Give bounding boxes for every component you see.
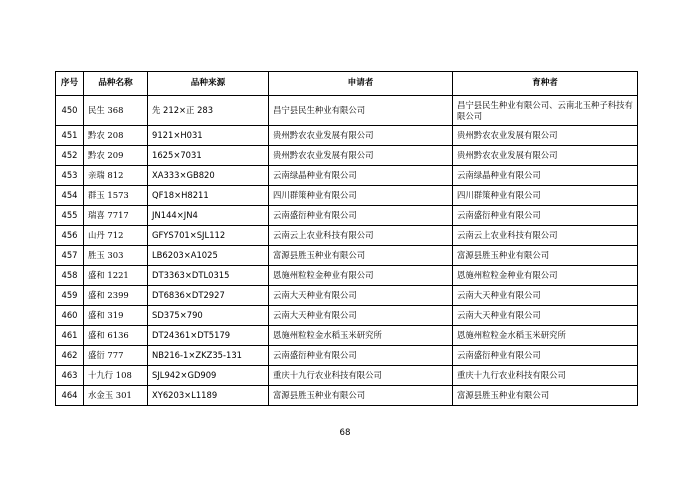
cell-variety-source: 9121×H031 <box>148 126 269 146</box>
cell-serial-no: 460 <box>56 306 84 326</box>
cell-variety-source: GFYS701×SJL112 <box>148 226 269 246</box>
cell-variety-name: 黔农 208 <box>84 126 148 146</box>
cell-variety-name: 黔农 209 <box>84 146 148 166</box>
cell-breeder: 贵州黔农农业发展有限公司 <box>453 146 638 166</box>
cell-serial-no: 463 <box>56 366 84 386</box>
cell-breeder: 昌宁县民生种业有限公司、云南北玉种子科技有限公司 <box>453 96 638 126</box>
cell-variety-source: 1625×7031 <box>148 146 269 166</box>
header-serial-no: 序号 <box>56 72 84 96</box>
table-row <box>56 206 638 226</box>
cell-variety-name: 盛衍 777 <box>84 346 148 366</box>
cell-variety-name: 水金玉 301 <box>84 386 148 406</box>
cell-variety-name: 盛和 2399 <box>84 286 148 306</box>
cell-serial-no: 461 <box>56 326 84 346</box>
cell-serial-no: 456 <box>56 226 84 246</box>
cell-serial-no: 454 <box>56 186 84 206</box>
cell-breeder: 四川群策种业有限公司 <box>453 186 638 206</box>
cell-variety-name: 亲瑞 812 <box>84 166 148 186</box>
page-number: 68 <box>339 428 351 438</box>
table-row <box>56 96 638 126</box>
cell-serial-no: 459 <box>56 286 84 306</box>
cell-applicant: 四川群策种业有限公司 <box>269 186 453 206</box>
cell-variety-source: XA333×GB820 <box>148 166 269 186</box>
cell-applicant: 昌宁县民生种业有限公司 <box>269 96 453 126</box>
table-row <box>56 346 638 366</box>
cell-variety-source: DT3363×DTL0315 <box>148 266 269 286</box>
table-row <box>56 166 638 186</box>
table-header-row <box>56 72 638 96</box>
cell-breeder: 云南盛衍种业有限公司 <box>453 206 638 226</box>
cell-applicant: 云南盛衍种业有限公司 <box>269 206 453 226</box>
cell-variety-source: SJL942×GD909 <box>148 366 269 386</box>
cell-breeder: 云南大天种业有限公司 <box>453 306 638 326</box>
cell-variety-source: SD375×790 <box>148 306 269 326</box>
table-row <box>56 146 638 166</box>
header-applicant: 申请者 <box>269 72 453 96</box>
table-body <box>56 96 638 406</box>
header-breeder: 育种者 <box>453 72 638 96</box>
cell-variety-name: 民生 368 <box>84 96 148 126</box>
cell-serial-no: 453 <box>56 166 84 186</box>
table-row <box>56 186 638 206</box>
cell-variety-name: 群玉 1573 <box>84 186 148 206</box>
cell-breeder: 重庆十九行农业科技有限公司 <box>453 366 638 386</box>
cell-applicant: 云南云上农业科技有限公司 <box>269 226 453 246</box>
cell-serial-no: 457 <box>56 246 84 266</box>
cell-variety-source: DT6836×DT2927 <box>148 286 269 306</box>
cell-breeder: 恩施州粒粒金水稻玉米研究所 <box>453 326 638 346</box>
cell-applicant: 富源县胜玉种业有限公司 <box>269 386 453 406</box>
cell-variety-source: 先 212×正 283 <box>148 96 269 126</box>
cell-variety-name: 盛和 1221 <box>84 266 148 286</box>
cell-breeder: 恩施州粒粒金种业有限公司 <box>453 266 638 286</box>
cell-serial-no: 464 <box>56 386 84 406</box>
cell-variety-source: DT24361×DT5179 <box>148 326 269 346</box>
cell-applicant: 富源县胜玉种业有限公司 <box>269 246 453 266</box>
cell-applicant: 贵州黔农农业发展有限公司 <box>269 146 453 166</box>
header-variety-name: 品种名称 <box>84 72 148 96</box>
cell-applicant: 云南大天种业有限公司 <box>269 306 453 326</box>
cell-variety-name: 胜玉 303 <box>84 246 148 266</box>
cell-applicant: 贵州黔农农业发展有限公司 <box>269 126 453 146</box>
cell-breeder: 富源县胜玉种业有限公司 <box>453 386 638 406</box>
table-row <box>56 286 638 306</box>
cell-breeder: 云南盛衍种业有限公司 <box>453 346 638 366</box>
variety-table <box>55 71 638 406</box>
cell-breeder: 富源县胜玉种业有限公司 <box>453 246 638 266</box>
header-variety-source: 品种来源 <box>148 72 269 96</box>
cell-serial-no: 458 <box>56 266 84 286</box>
cell-serial-no: 450 <box>56 96 84 126</box>
cell-serial-no: 455 <box>56 206 84 226</box>
cell-variety-source: XY6203×L1189 <box>148 386 269 406</box>
cell-variety-name: 瑞喜 7717 <box>84 206 148 226</box>
cell-breeder: 云南云上农业科技有限公司 <box>453 226 638 246</box>
cell-applicant: 云南大天种业有限公司 <box>269 286 453 306</box>
table-row <box>56 306 638 326</box>
cell-breeder: 云南大天种业有限公司 <box>453 286 638 306</box>
cell-variety-name: 山丹 712 <box>84 226 148 246</box>
table-row <box>56 246 638 266</box>
cell-applicant: 云南绿晶种业有限公司 <box>269 166 453 186</box>
cell-applicant: 恩施州粒粒金种业有限公司 <box>269 266 453 286</box>
cell-applicant: 云南盛衍种业有限公司 <box>269 346 453 366</box>
cell-serial-no: 451 <box>56 126 84 146</box>
cell-variety-name: 盛和 6136 <box>84 326 148 346</box>
table-row <box>56 226 638 246</box>
cell-variety-source: QF18×H8211 <box>148 186 269 206</box>
table-row <box>56 126 638 146</box>
cell-breeder: 贵州黔农农业发展有限公司 <box>453 126 638 146</box>
cell-applicant: 恩施州粒粒金水稻玉米研究所 <box>269 326 453 346</box>
cell-serial-no: 452 <box>56 146 84 166</box>
cell-variety-source: LB6203×A1025 <box>148 246 269 266</box>
table-row <box>56 386 638 406</box>
cell-breeder: 云南绿晶种业有限公司 <box>453 166 638 186</box>
cell-variety-name: 十九行 108 <box>84 366 148 386</box>
cell-variety-source: JN144×JN4 <box>148 206 269 226</box>
table-row <box>56 326 638 346</box>
cell-applicant: 重庆十九行农业科技有限公司 <box>269 366 453 386</box>
cell-variety-source: NB216-1×ZKZ35-131 <box>148 346 269 366</box>
table-row <box>56 266 638 286</box>
cell-serial-no: 462 <box>56 346 84 366</box>
cell-variety-name: 盛和 319 <box>84 306 148 326</box>
table-row <box>56 366 638 386</box>
